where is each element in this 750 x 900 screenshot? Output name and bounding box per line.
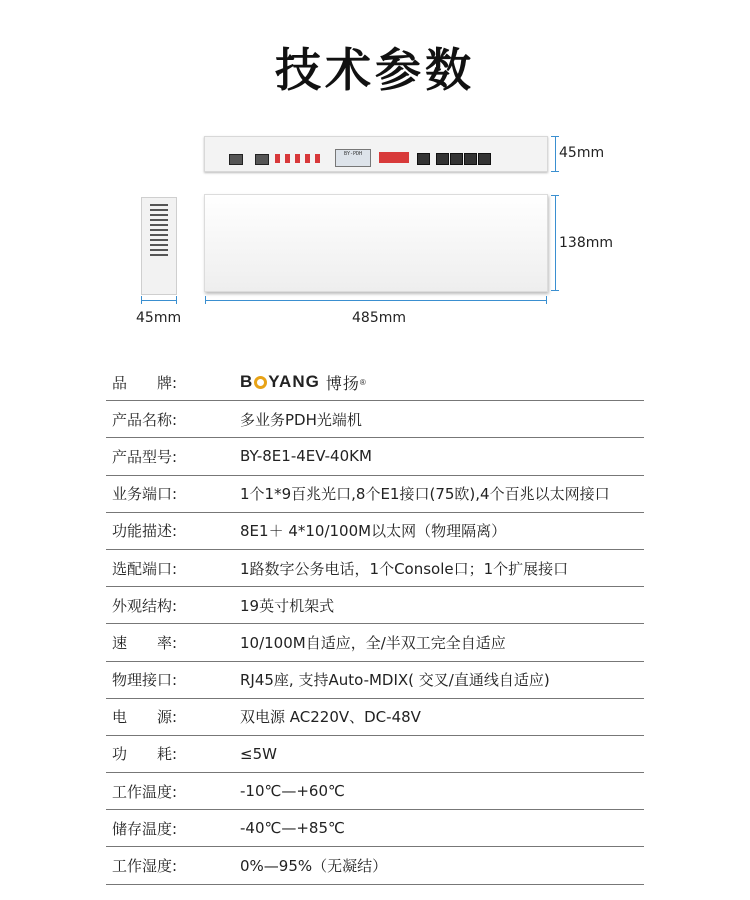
spec-row — [106, 736, 644, 773]
spec-value: 0%—95%（无凝结） — [240, 857, 388, 876]
vent-icon — [150, 244, 168, 246]
registered-mark: ® — [359, 377, 367, 387]
spec-row — [106, 476, 644, 513]
brand-prefix: B — [240, 372, 254, 392]
width-label: 485mm — [352, 310, 406, 326]
spec-key: 工作湿度: — [112, 857, 178, 876]
e1-port-icon — [285, 154, 290, 163]
page-title: 技术参数 — [275, 43, 475, 97]
spec-key: 工作温度: — [112, 782, 178, 801]
vent-icon — [150, 224, 168, 226]
spec-key: 电 源: — [112, 708, 178, 727]
dimension-tick — [205, 296, 206, 304]
dimension-tick — [551, 171, 559, 172]
vent-icon — [150, 239, 168, 241]
device-top-view — [204, 194, 548, 292]
vent-icon — [150, 249, 168, 251]
spec-row — [106, 401, 644, 438]
dimension-tick — [141, 296, 142, 304]
spec-row — [106, 699, 644, 736]
spec-row — [106, 550, 644, 587]
spec-value: -40℃—+85℃ — [240, 819, 345, 838]
vent-icon — [150, 204, 168, 206]
console-port-icon — [417, 153, 430, 165]
spec-value: 1个1*9百兆光口,8个E1接口(75欧),4个百兆以太网接口 — [240, 485, 610, 504]
spec-row — [106, 513, 644, 550]
brand-suffix: YANG — [268, 372, 320, 392]
spec-table — [106, 364, 644, 885]
ethernet-port-icon — [478, 153, 491, 165]
spec-value: BY-8E1-4EV-40KM — [240, 447, 372, 466]
depth-label: 138mm — [559, 235, 613, 251]
spec-key: 速 率: — [112, 633, 178, 652]
brand-o-icon — [254, 376, 267, 389]
height-dimension-line — [555, 136, 556, 172]
spec-key: 产品型号: — [112, 447, 178, 466]
e1-port-icon — [315, 154, 320, 163]
rj-port-icon — [255, 154, 269, 165]
spec-key: 选配端口: — [112, 559, 178, 578]
dimension-tick — [176, 296, 177, 304]
side-width-label: 45mm — [136, 310, 182, 326]
dimension-tick — [551, 136, 559, 137]
width-dimension-line — [205, 300, 547, 301]
spec-value — [240, 371, 644, 394]
vent-icon — [150, 254, 168, 256]
device-side-view — [141, 197, 177, 295]
spec-key: 业务端口: — [112, 485, 178, 504]
spec-key: 产品名称: — [112, 410, 178, 429]
ethernet-port-icon — [450, 153, 463, 165]
spec-row — [106, 847, 644, 884]
spec-value: RJ45座, 支持Auto-MDIX( 交叉/直通线自适应) — [240, 671, 550, 690]
spec-value: ≤5W — [240, 744, 277, 763]
spec-value: 19英寸机架式 — [240, 596, 335, 615]
brand-logo — [240, 371, 367, 394]
vent-icon — [150, 234, 168, 236]
vent-icon — [150, 209, 168, 211]
spec-key: 外观结构: — [112, 596, 178, 615]
fiber-port-icon — [229, 154, 243, 165]
height-label: 45mm — [559, 145, 605, 161]
dimension-tick — [546, 296, 547, 304]
spec-value: 1路数字公务电话，1个Console口；1个扩展接口 — [240, 559, 569, 578]
device-front-panel — [204, 136, 548, 172]
side-width-dimension-line — [141, 300, 177, 301]
dimension-tick — [551, 195, 559, 196]
spec-value: 10/100M自适应，全/半双工完全自适应 — [240, 633, 506, 652]
spec-value: 8E1＋ 4*10/100M以太网（物理隔离） — [240, 522, 507, 541]
spec-key: 功能描述: — [112, 522, 178, 541]
spec-key: 储存温度: — [112, 819, 178, 838]
spec-key: 品 牌: — [112, 373, 178, 392]
spec-value: 多业务PDH光端机 — [240, 410, 362, 429]
spec-key: 物理接口: — [112, 671, 178, 690]
ethernet-port-icon — [464, 153, 477, 165]
e1-port-icon — [295, 154, 300, 163]
spec-value: 双电源 AC220V、DC-48V — [240, 708, 421, 727]
spec-key: 功 耗: — [112, 745, 178, 764]
spec-row-brand — [106, 364, 644, 401]
dimension-tick — [551, 290, 559, 291]
vent-icon — [150, 214, 168, 216]
lcd-display: BY-PDH — [335, 149, 371, 167]
vent-icon — [150, 219, 168, 221]
e1-port-icon — [305, 154, 310, 163]
brand-cn: 博扬 — [325, 373, 360, 393]
depth-dimension-line — [555, 195, 556, 291]
spec-value: -10℃—+60℃ — [240, 782, 345, 801]
e1-port-icon — [275, 154, 280, 163]
ethernet-port-icon — [436, 153, 449, 165]
spec-row — [106, 810, 644, 847]
spec-row — [106, 587, 644, 624]
spec-row — [106, 773, 644, 810]
spec-row — [106, 624, 644, 661]
spec-row — [106, 438, 644, 475]
spec-row — [106, 662, 644, 699]
dip-switch-icon — [379, 152, 409, 163]
vent-icon — [150, 229, 168, 231]
